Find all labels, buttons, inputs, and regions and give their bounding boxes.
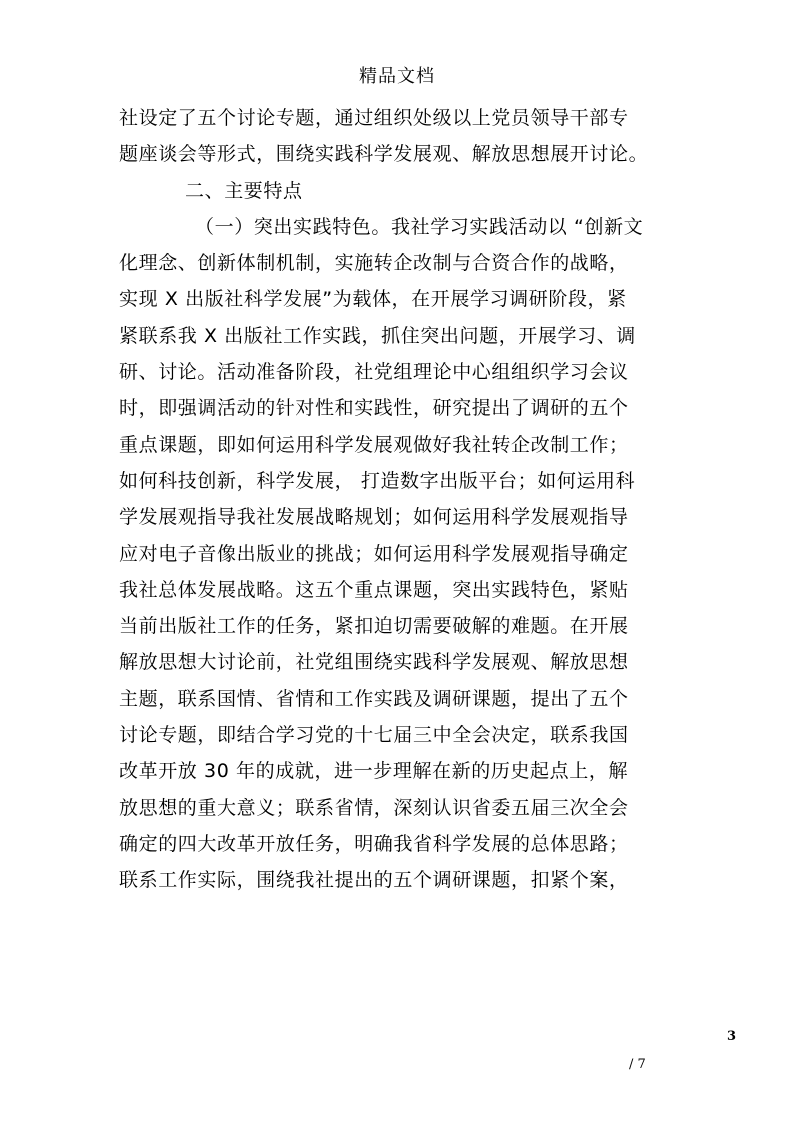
paragraph-line: 当前出版社工作的任务，紧扣迫切需要破解的难题。在开展 [119,615,629,638]
paragraph-line: 我社总体发展战略。这五个重点课题，突出实践特色，紧贴 [119,578,629,601]
paragraph-line: 学发展观指导我社发展战略规划；如何运用科学发展观指导 [119,506,629,529]
paragraph-line: 如何科技创新，科学发展， 打造数字出版平台；如何运用科 [119,469,636,492]
document-header-title: 精品文档 [359,66,435,87]
paragraph-line: 化理念、创新体制机制，实施转企改制与合资合作的战略， [119,252,629,275]
document-body [119,100,679,899]
paragraph-line: 主题，联系国情、省情和工作实践及调研课题，提出了五个 [119,687,629,710]
paragraph-line: 改革开放 30 年的成就，进一步理解在新的历史起点上，解 [119,760,629,783]
paragraph-line: 解放思想大讨论前，社党组围绕实践科学发展观、解放思想 [119,651,629,674]
paragraph-line: 联系工作实际，围绕我社提出的五个调研课题，扣紧个案， [119,869,629,892]
paragraph-line: 研、讨论。活动准备阶段，社党组理论中心组组织学习会议 [119,361,629,384]
paragraph-line: 放思想的重大意义；联系省情，深刻认识省委五届三次全会 [119,796,629,819]
paragraph-line: 应对电子音像出版业的挑战；如何运用科学发展观指导确定 [119,542,629,565]
paragraph-line: 时，即强调活动的针对性和实践性，研究提出了调研的五个 [119,397,629,420]
paragraph-line: 实现 X 出版社科学发展”为载体，在开展学习调研阶段，紧 [119,288,627,311]
page-total: / 7 [629,1057,646,1072]
paragraph-line: 社设定了五个讨论专题，通过组织处级以上党员领导干部专 [119,107,629,129]
page-number: 3 [727,1029,737,1044]
paragraph-line: 确定的四大改革开放任务，明确我省科学发展的总体思路； [119,832,629,855]
paragraph-line: 题座谈会等形式，围绕实践科学发展观、解放思想展开讨论。 [119,143,649,166]
paragraph-line: （一）突出实践特色。我社学习实践活动以 “创新文 [195,215,644,238]
section-heading: 二、主要特点 [185,179,303,202]
paragraph-line: 讨论专题，即结合学习党的十七届三中全会决定，联系我国 [119,724,629,747]
paragraph-line: 重点课题，即如何运用科学发展观做好我社转企改制工作； [119,433,629,456]
paragraph-line: 紧联系我 X 出版社工作实践，抓住突出问题，开展学习、调 [119,324,636,347]
